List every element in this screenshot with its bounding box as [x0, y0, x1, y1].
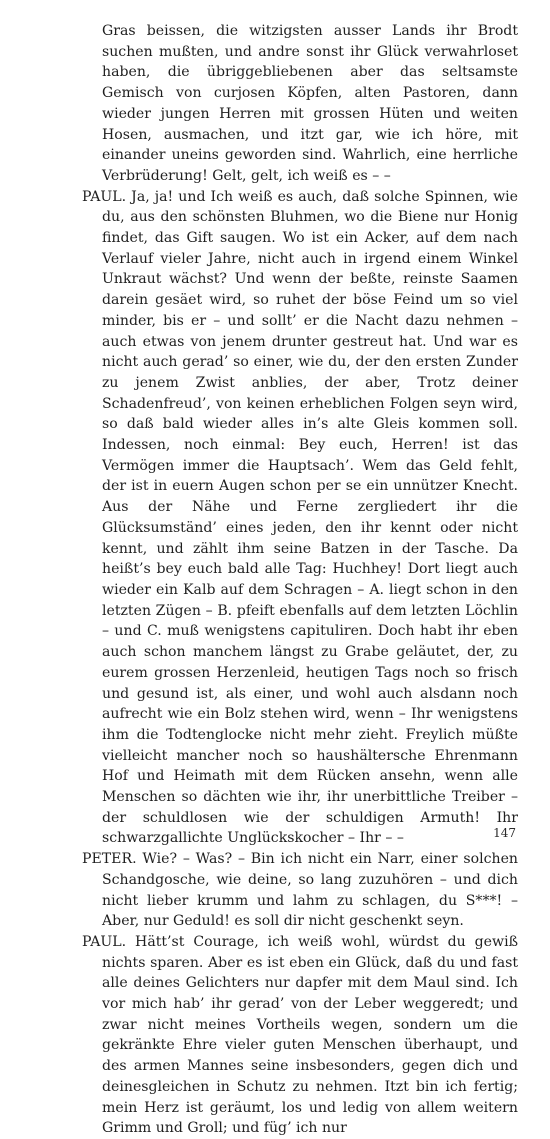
continuation-paragraph: Gras beissen, die witzigsten ausser Lands ihr Brodt suchen mußten, und andre sonst ihr Glück verwahrloset haben, die übriggebliebenen aber das seltsamste Gemisch von curjosen Köpfen, alten Pastoren, dann wieder jungen Herren mit grossen Hüten und weiten Hosen, ausmachen, und itzt gar, wie ich höre, mit einander uneins geworden sind. Wahrlich, eine herrliche Verbrüderung! Gelt, gelt, ich weiß es – –	[102, 23, 518, 184]
page-number: 147	[493, 826, 516, 840]
speech-paul-2: PAUL. Hätt’st Courage, ich weiß wohl, würdst du gewiß nichts sparen. Aber es ist eben ein Glück, daß du und fast alle deines Gelichters nur dapfer mit dem Maul sind. Ich vor mich hab’ ihr gerad’ von der Leber weggeredt; und zwar nicht meines Vortheils wegen, sondern um die gekränkte Ehre vieler guten Menschen überhaupt, und des armen Mannes seine insbesonders, gegen dich und deinesgleichen in Schutz zu nehmen. Itzt bin ich fertig; mein Herz ist geräumt, los und ledig von allem weitern Grimm und Groll; und füg’ ich nur	[82, 933, 518, 1137]
page-text	[82, 21, 518, 1139]
speech-peter: PETER. Wie? – Was? – Bin ich nicht ein Narr, einer solchen Schandgosche, wie deine, so lang zuzuhören – und dich nicht lieber krumm und lahm zu schlagen, du S***! – Aber, nur Geduld! es soll dir nicht geschenkt seyn.	[82, 851, 518, 930]
speech-paul-1: PAUL. Ja, ja! und Ich weiß es auch, daß solche Spinnen, wie du, aus den schönsten Bluhmen, wo die Biene nur Honig findet, das Gift saugen. Wo ist ein Acker, auf dem nach Verlauf vieler Jahre, nicht auch in irgend einem Winkel Unkraut wächst? Und wenn der beßte, reinste Saamen darein gesäet wird, so ruhet der böse Feind um so viel minder, bis er – und sollt’ er die Nacht dazu nehmen – auch etwas von jenem drunter gestreut hat. Und war es nicht auch gerad’ so einer, wie du, der den ersten Zunder zu jenem Zwist anblies, der aber, Trotz deiner Schadenfreud’, von keinen erheblichen Folgen seyn wird, so daß bald wieder alles in’s alte Gleis kommen soll. Indessen, noch einmal: Bey euch, Herren! ist das Vermögen immer die Hauptsach’. Wem das Geld fehlt, der ist in euern Augen schon per se ein unnützer Knecht. Aus der Nähe und Ferne zergliedert ihr die Glücksumständ’ eines jeden, den ihr kennt oder nicht kennt, und zählt ihm seine Batzen in der Tasche. Da heißt’s bey euch bald alle Tag: Huchhey! Dort liegt auch wieder ein Kalb auf dem Schragen – A. liegt schon in den letzten Zügen – B. pfeift ebenfalls auf dem letzten Löchlin – und C. muß wenigstens capituliren. Doch habt ihr eben auch schon manchem längst zu Grabe geläutet, der, zu eurem grossen Herzenleid, heutigen Tags noch so frisch und gesund ist, als einer, und wohl auch alsdann noch aufrecht wie ein Bolz stehen wird, wenn – Ihr wenigstens ihm die Todtenglocke nicht mehr zieht. Freylich müßte vielleicht mancher noch so haushältersche Ehrenmann Hof und Heimath mit dem Rücken ansehn, wenn alle Menschen so dächten wie ihr, ihr unerbittliche Treiber – der schuldlosen wie der schuldigen Armuth! Ihr schwarzgallichte Unglückskocher – Ihr – –	[82, 188, 518, 847]
